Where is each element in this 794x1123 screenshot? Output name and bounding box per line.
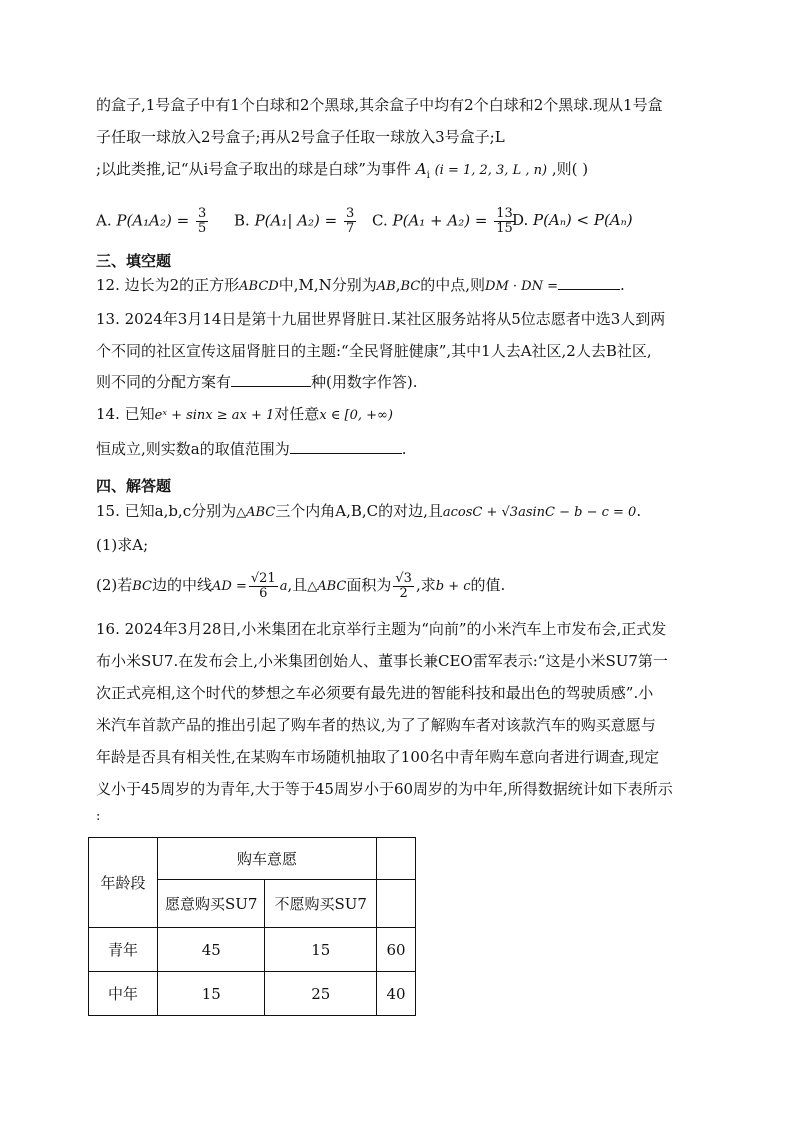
q11-option-b-num: 3 [346, 206, 355, 221]
q11-option-c-label: C. [372, 211, 388, 230]
table-col-no: 不愿购买SU7 [265, 880, 377, 928]
q16-line6: 义小于45周岁的为青年,大于等于45周岁小于60周岁的为中年,所得数据统计如下表所示 [96, 780, 673, 798]
q11-option-a-num: 3 [198, 206, 207, 221]
q13-line2: 个不同的社区宣传这届肾脏日的主题:“全民肾脏健康”,其中1人去A社区,2人去B社区, [96, 342, 652, 360]
q15-part2-c: ,且 [287, 576, 308, 594]
q14-inequality: eˣ + sinx ≥ ax + 1 [154, 408, 275, 423]
q14-text-b: 对任意 [274, 405, 320, 423]
q11-option-a-den: 5 [198, 221, 207, 236]
q11-option-c-num: 13 [496, 206, 513, 221]
q15-line1 [96, 500, 641, 524]
q11-option-c-den: 15 [496, 221, 513, 236]
q15-area-num: √3 [395, 570, 412, 586]
q11-options [96, 203, 716, 237]
q11-option-a-fraction [196, 207, 208, 236]
q15-part2 [96, 566, 505, 604]
q11-option-a-label: A. [96, 211, 112, 230]
q12-text-c: , [395, 276, 401, 294]
q13-line3 [96, 371, 418, 393]
q12-vector-expr: DM · DN = [485, 279, 558, 294]
section-4-title: 四、解答题 [96, 477, 172, 495]
q12-square-name: ABCD [239, 279, 279, 294]
table-row [89, 928, 416, 972]
q16-line4: 米汽车首款产品的推出引起了购车者的热议,为了了解购车者对该款汽车的购买意愿与 [96, 716, 656, 734]
q15-median-num: √21 [250, 570, 276, 586]
q11-option-c [372, 207, 517, 236]
q14-line1 [96, 403, 393, 427]
q14-line2-a: 恒成立,则实数a的取值范围为 [96, 440, 290, 458]
table-row-label: 中年 [89, 972, 158, 1016]
q12-text-b: 中,M,N分别为 [278, 276, 377, 294]
q15-text-c: . [636, 502, 642, 520]
q11-option-b-label: B. [234, 211, 250, 230]
q11-option-b [234, 207, 358, 236]
q11-event-subscript: i [426, 170, 430, 181]
q14-text-a: 14. 已知 [96, 405, 155, 423]
table-header-total-empty [377, 838, 416, 880]
q12-segment-bc: BC [400, 279, 421, 294]
q11-option-a-expr: P(A₁A₂) = [116, 211, 190, 230]
q14-line2 [96, 438, 407, 460]
q16-line7: : [96, 809, 101, 824]
q11-option-c-expr: P(A₁ + A₂) = [392, 211, 488, 230]
survey-table [88, 837, 416, 1016]
q15-part2-a: (2)若 [96, 576, 133, 594]
section-3-title: 三、填空题 [96, 252, 172, 270]
q15-area-den: 2 [399, 585, 408, 601]
q15-triangle-2: △ABC [307, 579, 347, 594]
table-row [89, 972, 416, 1016]
q15-part2-e: ,求 [415, 576, 436, 594]
q15-triangle: △ABC [236, 505, 276, 520]
table-cell-total: 40 [377, 972, 416, 1016]
q15-part2-b: 边的中线 [152, 576, 213, 594]
q13-line3-a: 则不同的分配方案有 [96, 373, 232, 391]
q11-line3 [96, 158, 588, 187]
q15-part1: (1)求A; [96, 536, 149, 554]
q11-event-symbol: A [415, 160, 427, 178]
q15-median-fraction [249, 572, 278, 601]
table-cell-total: 60 [377, 928, 416, 972]
table-cell-no: 15 [265, 928, 377, 972]
q11-option-d-expr: P(Aₙ) < P(Aₙ) [533, 211, 633, 229]
q15-text-b: 三个内角A,B,C的对边,且 [275, 502, 443, 520]
table-header-intent: 购车意愿 [158, 838, 377, 880]
q11-line1: 的盒子,1号盒子中有1个白球和2个黑球,其余盒子中均有2个白球和2个黑球.现从1号盒 [96, 96, 663, 114]
table-col-yes: 愿意购买SU7 [158, 880, 265, 928]
table-cell-yes: 45 [158, 928, 265, 972]
q15-part2-d: 面积为 [346, 576, 392, 594]
q11-line3-text: ;以此类推,记“从i号盒子取出的球是白球”为事件 [96, 160, 411, 178]
q11-option-a [96, 207, 210, 236]
table-cell-yes: 15 [158, 972, 265, 1016]
q16-line5: 年龄是否具有相关性,在某购车市场随机抽取了100名中青年购车意向者进行调查,现定 [96, 748, 660, 766]
q15-part2-f: 的值. [470, 576, 506, 594]
q12-line [96, 274, 625, 298]
q14-answer-blank[interactable] [290, 439, 402, 454]
table-subheader-total-empty [377, 880, 416, 928]
q15-equation: acosC + √3asinC − b − c = 0 [442, 505, 637, 520]
q11-line3-end: ,则( ) [551, 160, 589, 178]
table-row-label: 青年 [89, 928, 158, 972]
q11-option-b-den: 7 [346, 221, 355, 236]
q13-answer-blank[interactable] [231, 372, 311, 387]
q13-line3-b: 种(用数字作答). [311, 373, 418, 391]
q11-option-d [512, 209, 633, 231]
q12-text-e: . [620, 276, 625, 294]
q15-median-den: 6 [259, 585, 268, 601]
table-cell-no: 25 [265, 972, 377, 1016]
q11-option-b-fraction [344, 207, 356, 236]
q14-line2-b: . [401, 440, 407, 458]
q16-line3: 次正式亮相,这个时代的梦想之车必须要有最先进的智能科技和最出色的驾驶质感”.小 [96, 684, 654, 702]
q11-option-d-label: D. [512, 211, 529, 229]
table-header-age: 年龄段 [89, 838, 158, 928]
q12-answer-blank[interactable] [558, 275, 620, 290]
q15-side-bc: BC [132, 579, 152, 594]
q15-text-a: 15. 已知a,b,c分别为 [96, 502, 237, 520]
q11-event-condition: (i = 1, 2, 3, L , n) [434, 163, 548, 178]
q11-option-b-expr: P(A₁| A₂) = [254, 211, 338, 230]
q11-line2: 子任取一球放入2号盒子;再从2号盒子任取一球放入3号盒子;L [96, 128, 505, 146]
q12-segment-ab: AB [376, 279, 396, 294]
q15-sum-bc: b + c [435, 579, 471, 594]
q13-line1: 13. 2024年3月14日是第十九届世界肾脏日.某社区服务站将从5位志愿者中选3人到两 [96, 310, 666, 328]
q12-text-a: 12. 边长为2的正方形 [96, 276, 240, 294]
q15-area-fraction [393, 572, 414, 601]
q14-domain: x ∈ [0, +∞) [319, 408, 393, 423]
table-header-row [89, 838, 416, 880]
q15-median-ad: AD = [212, 579, 247, 594]
q16-line2: 布小米SU7.在发布会上,小米集团创始人、董事长兼CEO雷军表示:“这是小米SU7第一 [96, 652, 668, 670]
q16-line1: 16. 2024年3月28日,小米集团在北京举行主题为“向前”的小米汽车上市发布会,正式发 [96, 620, 667, 638]
q12-text-d: 的中点,则 [420, 276, 486, 294]
q15-median-a: a [279, 579, 288, 594]
